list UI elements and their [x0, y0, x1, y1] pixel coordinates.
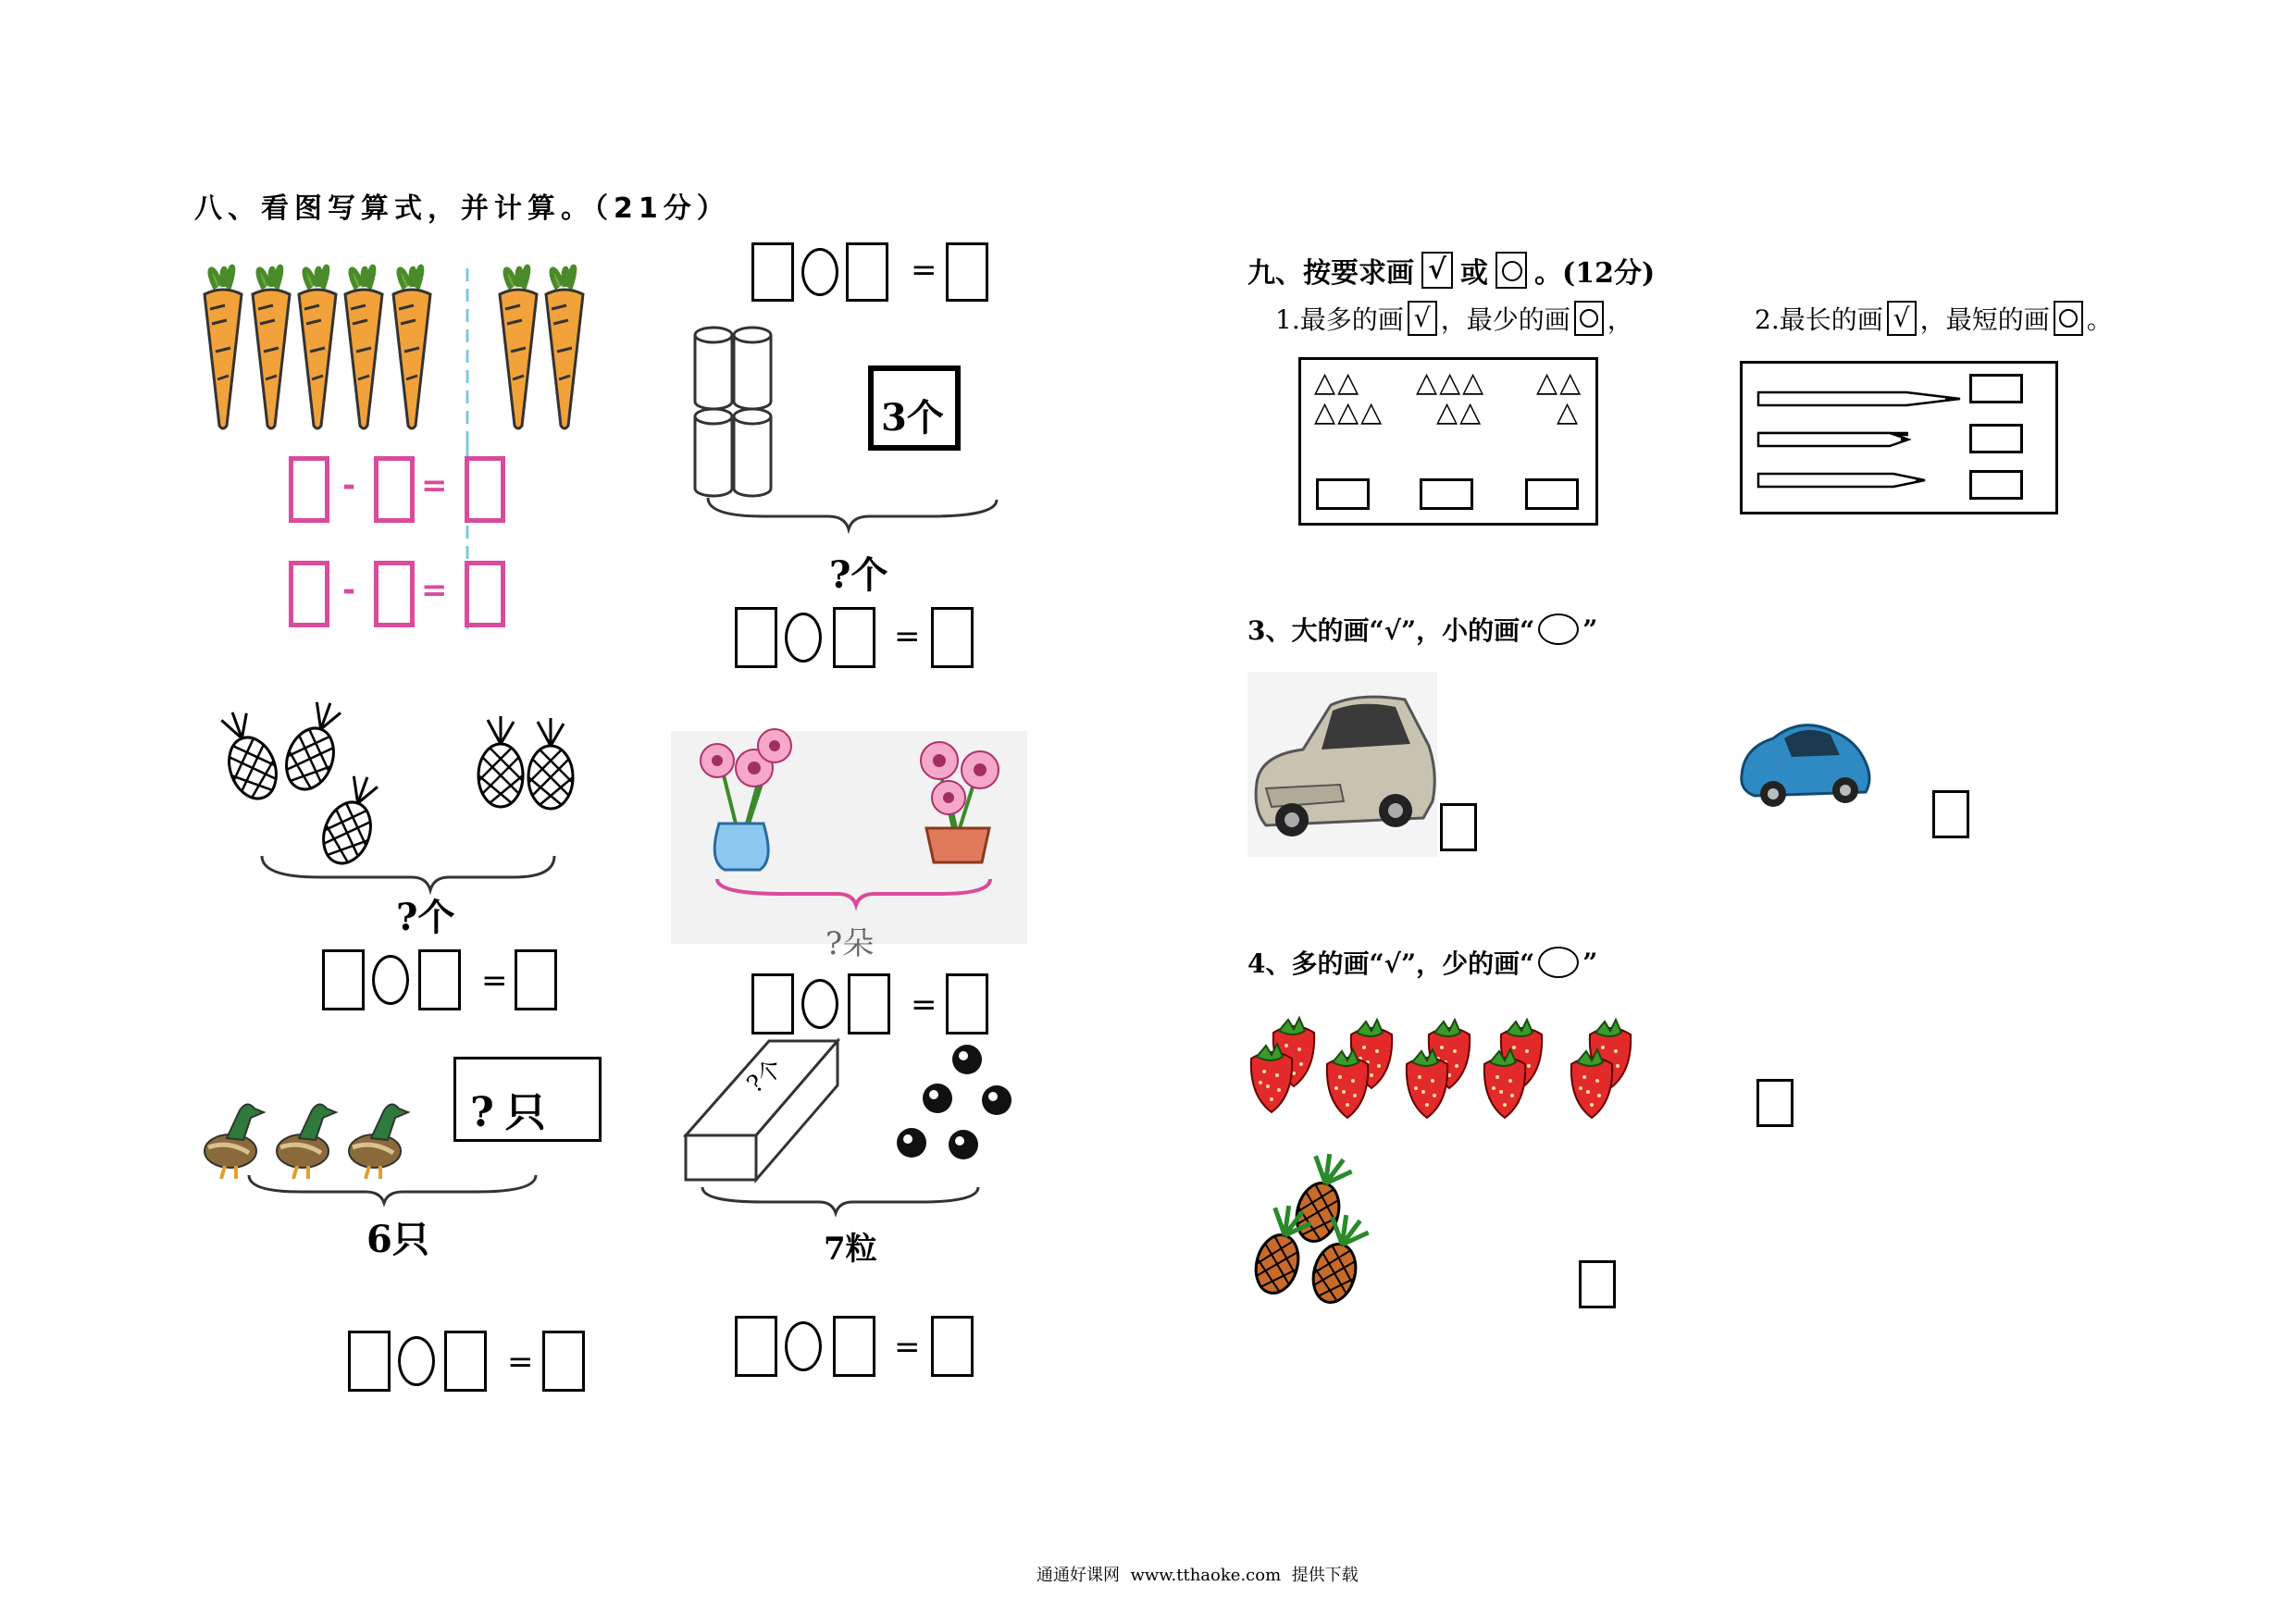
q2-text-a: 2.最长的画 — [1755, 304, 1883, 335]
flower-eq-box2[interactable] — [848, 973, 890, 1035]
flower-eq-operator[interactable] — [801, 979, 838, 1029]
flower-eq-equals: = — [911, 986, 937, 1023]
cups-eq-top-box3[interactable] — [946, 242, 988, 302]
duck-eq-box1[interactable] — [348, 1331, 391, 1392]
q1-answer-box1[interactable] — [1316, 478, 1370, 510]
q2-answer-box2[interactable] — [1969, 424, 2023, 453]
tri-r1c1: △△ — [1314, 366, 1361, 399]
q4-answer-pineapples[interactable] — [1579, 1260, 1616, 1308]
tri-r1c3: △△ — [1536, 366, 1583, 399]
duck-eq-operator[interactable] — [398, 1336, 435, 1386]
block-label: ?个 — [741, 1053, 788, 1099]
cups-eq-bottom-box2[interactable] — [833, 607, 875, 668]
duck-total-label: 6只 — [366, 1218, 429, 1261]
section9-check-sample: √ — [1421, 252, 1453, 289]
cups-eq-top-operator[interactable] — [801, 248, 838, 296]
block-eq-box2[interactable] — [833, 1316, 875, 1377]
cups-eq-bottom-box1[interactable] — [735, 607, 777, 668]
q1-answer-box3[interactable] — [1525, 478, 1579, 510]
q2-instruction — [1755, 300, 2113, 337]
q2-check-sample: √ — [1887, 301, 1917, 336]
cups-eq-bottom-box3[interactable] — [931, 607, 974, 668]
block-eq-box3[interactable] — [931, 1316, 974, 1377]
q4-instruction — [1247, 944, 1597, 981]
carrot-eq1-box3[interactable] — [465, 456, 505, 523]
tri-r2c3: △ — [1557, 396, 1579, 428]
q3-text: 3、大的画“√”，小的画“ — [1247, 615, 1535, 646]
q2-circle-sample — [2054, 301, 2083, 336]
block-eq-equals: = — [894, 1329, 921, 1366]
pineapple-eq-box3[interactable] — [515, 949, 557, 1010]
pineapples-illustration — [217, 703, 588, 888]
carrot-eq2-box3[interactable] — [465, 561, 505, 627]
section9-title-b: 。(12分) — [1534, 257, 1656, 290]
q2-answer-box1[interactable] — [1969, 374, 2023, 403]
duck-eq-box2[interactable] — [444, 1331, 487, 1392]
carrot-eq1-box1[interactable] — [289, 456, 329, 523]
tri-r2c1: △△△ — [1314, 396, 1384, 428]
strawberries-illustration — [1246, 1007, 1644, 1127]
carrot-eq2-box1[interactable] — [289, 561, 329, 627]
tri-r1c2: △△△ — [1416, 366, 1486, 399]
section9-or: 或 — [1460, 257, 1488, 290]
q1-answer-box2[interactable] — [1420, 478, 1473, 510]
duck-eq-box3[interactable] — [542, 1331, 585, 1392]
q2-text-b: ，最短的画 — [1919, 304, 2050, 335]
q2-text-c: 。 — [2086, 304, 2113, 335]
block-beads-illustration — [680, 1032, 1032, 1226]
cups-illustration — [689, 324, 1013, 527]
carrot-eq1-minus: - — [342, 467, 356, 504]
cups-eq-bottom-equals: = — [894, 618, 921, 655]
flower-eq-box1[interactable] — [751, 973, 794, 1035]
cups-eq-top-equals: = — [911, 252, 937, 289]
cups-label-text: 3个 — [881, 396, 944, 440]
block-total-label: 7粒 — [824, 1231, 877, 1268]
small-car-illustration — [1736, 711, 1875, 812]
q1-text-a: 1.最多的画 — [1275, 304, 1404, 335]
q4-circle-sample — [1538, 947, 1579, 978]
q1-instruction — [1275, 300, 1633, 337]
pencils-illustration — [1755, 387, 1967, 498]
carrot-eq1-box2[interactable] — [374, 456, 415, 523]
q4-answer-strawberries[interactable] — [1756, 1079, 1793, 1127]
pineapple-eq-equals: = — [481, 962, 508, 999]
carrot-eq2-minus: - — [342, 572, 356, 609]
tri-r2c2: △△ — [1436, 396, 1483, 428]
pineapple-total-label: ?个 — [396, 896, 455, 939]
block-eq-box1[interactable] — [735, 1316, 777, 1377]
cups-eq-top-box2[interactable] — [846, 242, 888, 302]
duck-eq-equals: = — [507, 1344, 534, 1381]
cups-eq-top-box1[interactable] — [751, 242, 794, 302]
block-eq-operator[interactable] — [785, 1321, 822, 1371]
cups-total-label: ?个 — [829, 553, 888, 597]
section8-title: 八、看图写算式，并计算。（21分） — [194, 192, 730, 225]
big-car-illustration — [1247, 672, 1437, 857]
carrot-eq2-box2[interactable] — [374, 561, 415, 627]
q1-text-b: ，最少的画 — [1440, 304, 1570, 335]
carrot-eq1-equals: = — [421, 467, 448, 504]
pineapple-eq-box2[interactable] — [418, 949, 461, 1010]
q3-instruction — [1247, 611, 1597, 648]
cups-eq-bottom-operator[interactable] — [785, 613, 822, 663]
pineapples-color-illustration — [1246, 1146, 1384, 1321]
duck-label-text: ?只 — [470, 1089, 557, 1136]
q4-text: 4、多的画“√”，少的画“ — [1247, 948, 1535, 979]
q1-text-c: ， — [1607, 304, 1633, 335]
flower-eq-box3[interactable] — [946, 973, 988, 1035]
flowers-illustration — [671, 731, 1027, 944]
carrots-illustration — [199, 268, 588, 444]
pineapple-eq-box1[interactable] — [322, 949, 365, 1010]
q3-text-end: ” — [1582, 613, 1598, 645]
section9-circle-sample — [1496, 252, 1527, 289]
section9-title — [1247, 250, 1655, 291]
pineapple-eq-operator[interactable] — [372, 955, 409, 1005]
q3-answer-big[interactable] — [1440, 803, 1477, 851]
q3-circle-sample — [1538, 613, 1579, 645]
flower-total-label: ?朵 — [825, 925, 875, 962]
q1-check-sample: √ — [1408, 301, 1437, 336]
q1-circle-sample — [1574, 301, 1604, 336]
q4-text-end: ” — [1582, 947, 1598, 978]
q2-answer-box3[interactable] — [1969, 470, 2023, 500]
page-footer: 通通好课网 www.tthaoke.com 提供下载 — [1036, 1566, 1359, 1585]
q3-answer-small[interactable] — [1932, 790, 1969, 838]
carrot-eq2-equals: = — [421, 572, 448, 609]
section9-title-a: 九、按要求画 — [1247, 257, 1414, 290]
